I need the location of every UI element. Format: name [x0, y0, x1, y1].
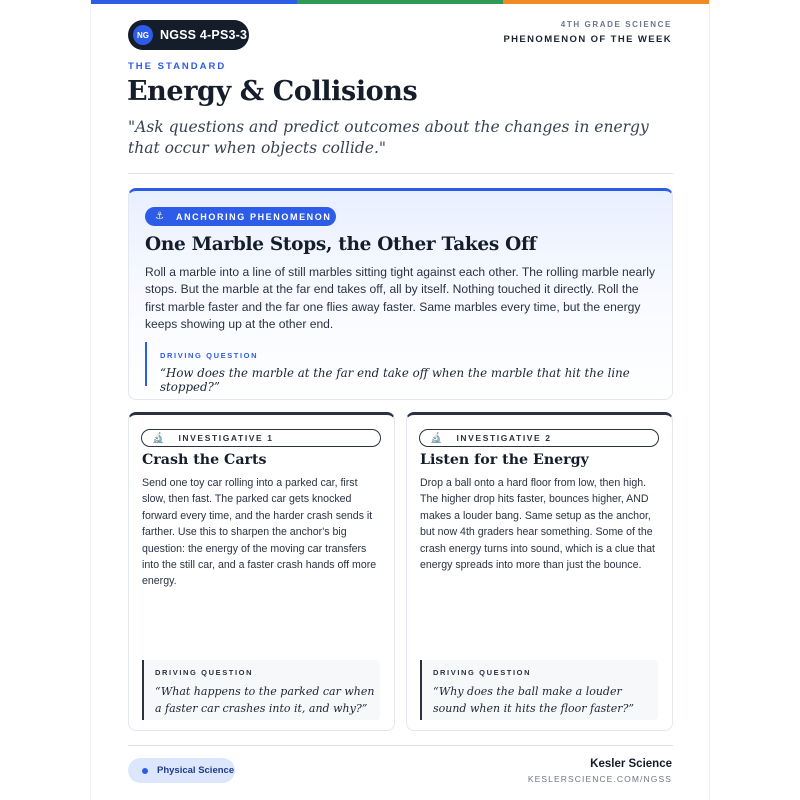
investigative-card-2 [406, 412, 673, 731]
anchor-icon: ⚓ [155, 211, 164, 222]
anchor-driving-question [145, 342, 660, 394]
anchor-body: Roll a marble into a line of still marbles sitting tight against each other. The rolling marble nearly stops. But the marble at the far end takes off, all by itself. Nothing touched it directly. Roll the first marble faster and the far one flies away faster. Same marbles every time, but the energy keeps showing up at the other end. [145, 265, 655, 331]
page-title: Energy & Collisions [127, 76, 418, 107]
investigative-driving-question [142, 660, 380, 720]
color-bar-blue [91, 0, 297, 4]
divider-top [128, 173, 673, 174]
standard-badge [128, 20, 249, 50]
driving-question-label: DRIVING QUESTION [155, 668, 254, 677]
anchoring-phenomenon-card [128, 188, 673, 400]
series-label: PHENOMENON OF THE WEEK [503, 34, 672, 45]
subject-label: Physical Science [157, 765, 235, 776]
color-bar-green [297, 0, 503, 4]
driving-question-label: DRIVING QUESTION [433, 668, 532, 677]
anchor-tag [145, 207, 336, 226]
color-bar [91, 0, 709, 4]
investigative-tag-label: INVESTIGATIVE 1 [178, 433, 274, 443]
investigative-body: Send one toy car rolling into a parked car, first slow, then fast. The parked car gets knocked forward every time, and the harder crash sends it farther. Use this to sharpen the anchor's big question: the energy of the moving car transfers into the still car, and a faster crash hands off more energy. [142, 477, 377, 588]
investigative-driving-question [420, 660, 658, 720]
brand-url: KESLERSCIENCE.COM/NGSS [527, 774, 672, 784]
grade-block [503, 20, 672, 45]
standard-quote: "Ask questions and predict outcomes about the changes in energy that occur when objects collide." [128, 118, 649, 157]
standard-code: NGSS 4-PS3-3 [160, 28, 248, 42]
page-edge-right [709, 0, 710, 800]
driving-question-text: “What happens to the parked car when a faster car crashes into it, and why?” [155, 685, 375, 715]
microscope-icon: 🔬 [152, 432, 165, 444]
brand-name: Kesler Science [590, 758, 672, 770]
brand-block [528, 758, 672, 784]
investigative-card-1 [128, 412, 395, 731]
investigative-title: Crash the Carts [142, 452, 267, 468]
investigative-tag-label: INVESTIGATIVE 2 [456, 433, 552, 443]
driving-question-text: “Why does the ball make a louder sound when it hits the floor faster?” [433, 685, 634, 715]
driving-question-text: “How does the marble at the far end take off when the marble that hit the line stopped?” [160, 366, 630, 394]
investigative-title: Listen for the Energy [420, 452, 589, 468]
color-bar-orange [503, 0, 709, 4]
anchor-title: One Marble Stops, the Other Takes Off [145, 234, 537, 255]
subject-pill [128, 758, 235, 783]
investigative-body: Drop a ball onto a hard floor from low, then high. The higher drop hits faster, bounces higher, AND makes a louder bang. Same setup as the anchor, but now 4th graders hear something. Some of the crash energy turns into sound, which is a clue that energy spreads into more than just the bounce. [420, 477, 655, 572]
ngss-icon: NG [133, 25, 153, 45]
divider-bottom [128, 745, 673, 746]
microscope-icon: 🔬 [430, 432, 443, 444]
investigative-tag [419, 429, 659, 447]
driving-question-label: DRIVING QUESTION [160, 351, 259, 360]
investigative-tag [141, 429, 381, 447]
section-label: THE STANDARD [128, 61, 227, 72]
grade-label: 4TH GRADE SCIENCE [560, 20, 672, 29]
worksheet-page [91, 0, 709, 800]
anchor-tag-label: ANCHORING PHENOMENON [175, 211, 332, 222]
dot-icon [142, 768, 148, 774]
